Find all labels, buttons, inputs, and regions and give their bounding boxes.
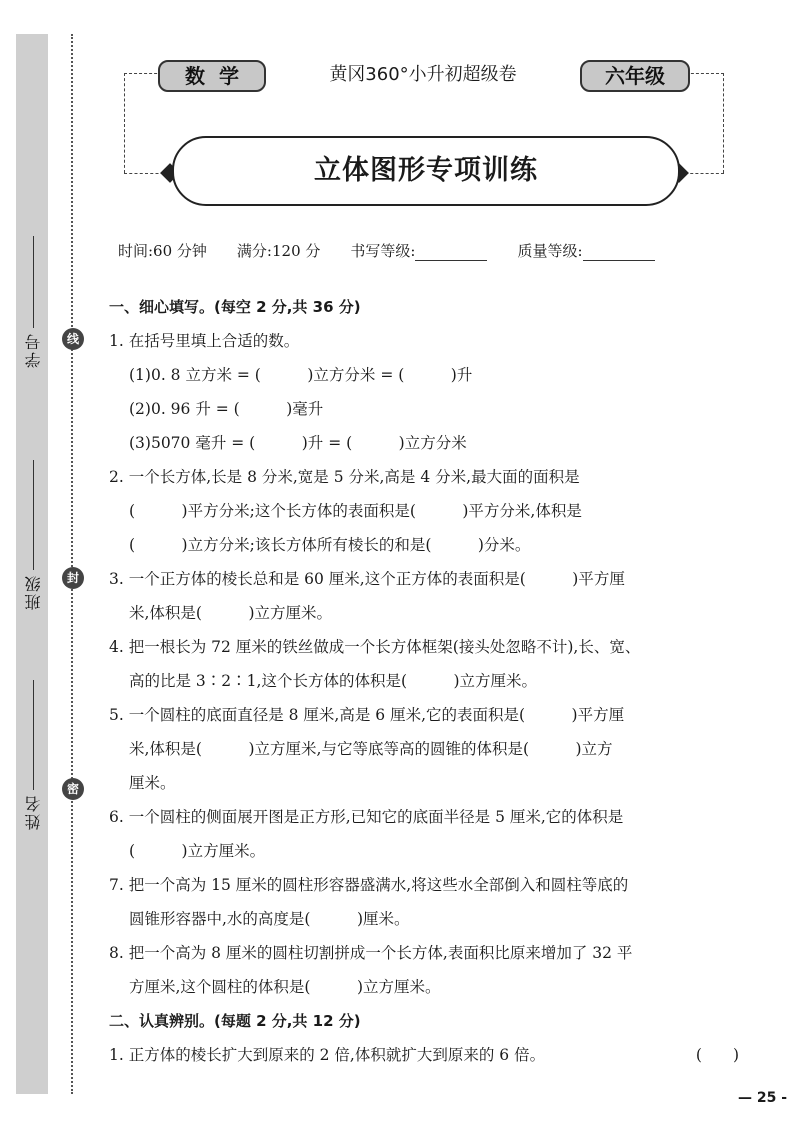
question-list: [109, 290, 739, 1072]
writing-grade[interactable]: 书写等级:: [350, 240, 487, 261]
question-2-line-3[interactable]: ( )立方分米;该长方体所有棱长的和是( )分米。: [129, 536, 531, 554]
question-4-line-2[interactable]: 高的比是 3∶2∶1,这个长方体的体积是( )立方厘米。: [129, 672, 538, 690]
name-line: [33, 680, 34, 790]
class-line: [33, 460, 34, 570]
judge-question-1-text: 1. 正方体的棱长扩大到原来的 2 倍,体积就扩大到原来的 6 倍。: [109, 1046, 546, 1064]
question-5-line-3: 厘米。: [129, 774, 176, 792]
judge-question-1: [109, 1038, 739, 1072]
question-3-line-2[interactable]: 米,体积是( )立方厘米。: [129, 604, 333, 622]
series-title: 黄冈360°小升初超级卷: [266, 63, 580, 87]
cut-line: [71, 34, 73, 1094]
question-1-stem: 1. 在括号里填上合适的数。: [109, 332, 300, 350]
section-2-heading: 二、认真辨别。(每题 2 分,共 12 分): [109, 1012, 361, 1030]
student-id-field[interactable]: [20, 236, 46, 368]
seal-mark-secret: 密: [62, 778, 84, 800]
class-field[interactable]: [20, 460, 46, 610]
time-info: 时间:60 分钟: [118, 242, 207, 260]
exam-info: [118, 240, 738, 261]
question-3-line-1[interactable]: 3. 一个正方体的棱长总和是 60 厘米,这个正方体的表面积是( )平方厘: [109, 570, 625, 588]
section-1-heading: 一、细心填写。(每空 2 分,共 36 分): [109, 298, 361, 316]
question-2-line-2[interactable]: ( )平方分米;这个长方体的表面积是( )平方分米,体积是: [129, 502, 582, 520]
question-2-line-1: 2. 一个长方体,长是 8 分米,宽是 5 分米,高是 4 分米,最大面的面积是: [109, 468, 580, 486]
student-id-label: 学号: [23, 332, 43, 368]
question-1-part-2[interactable]: (2)0. 96 升 = ( )毫升: [129, 400, 324, 418]
name-field[interactable]: [20, 680, 46, 830]
question-6-line-1: 6. 一个圆柱的侧面展开图是正方形,已知它的底面半径是 5 厘米,它的体积是: [109, 808, 624, 826]
question-4-line-1: 4. 把一根长为 72 厘米的铁丝做成一个长方体框架(接头处忽略不计),长、宽、: [109, 638, 641, 656]
question-8-line-2[interactable]: 方厘米,这个圆柱的体积是( )立方厘米。: [129, 978, 441, 996]
question-1-part-3[interactable]: (3)5070 毫升 = ( )升 = ( )立方分米: [129, 434, 467, 452]
name-label: 姓名: [23, 794, 43, 830]
score-info: 满分:120 分: [236, 242, 321, 260]
seal-mark-seal: 封: [62, 567, 84, 589]
student-id-line: [33, 236, 34, 328]
judge-answer-bracket[interactable]: ( ): [695, 1046, 739, 1064]
question-8-line-1: 8. 把一个高为 8 厘米的圆柱切割拼成一个长方体,表面积比原来增加了 32 平: [109, 944, 633, 962]
grade-badge: 六年级: [580, 60, 690, 92]
question-5-line-2[interactable]: 米,体积是( )立方厘米,与它等底等高的圆锥的体积是( )立方: [129, 740, 613, 758]
quality-grade[interactable]: 质量等级:: [517, 240, 654, 261]
question-7-line-2[interactable]: 圆锥形容器中,水的高度是( )厘米。: [129, 910, 410, 928]
question-6-line-2[interactable]: ( )立方厘米。: [129, 842, 266, 860]
subject-badge: 数学: [158, 60, 266, 92]
page-number: — 25 -: [738, 1090, 788, 1106]
question-5-line-1[interactable]: 5. 一个圆柱的底面直径是 8 厘米,高是 6 厘米,它的表面积是( )平方厘: [109, 706, 625, 724]
question-7-line-1: 7. 把一个高为 15 厘米的圆柱形容器盛满水,将这些水全部倒入和圆柱等底的: [109, 876, 629, 894]
question-1-part-1[interactable]: (1)0. 8 立方米 = ( )立方分米 = ( )升: [129, 366, 473, 384]
page-title: 立体图形专项训练: [172, 136, 680, 206]
class-label: 班级: [23, 574, 43, 610]
seal-mark-line: 线: [62, 328, 84, 350]
